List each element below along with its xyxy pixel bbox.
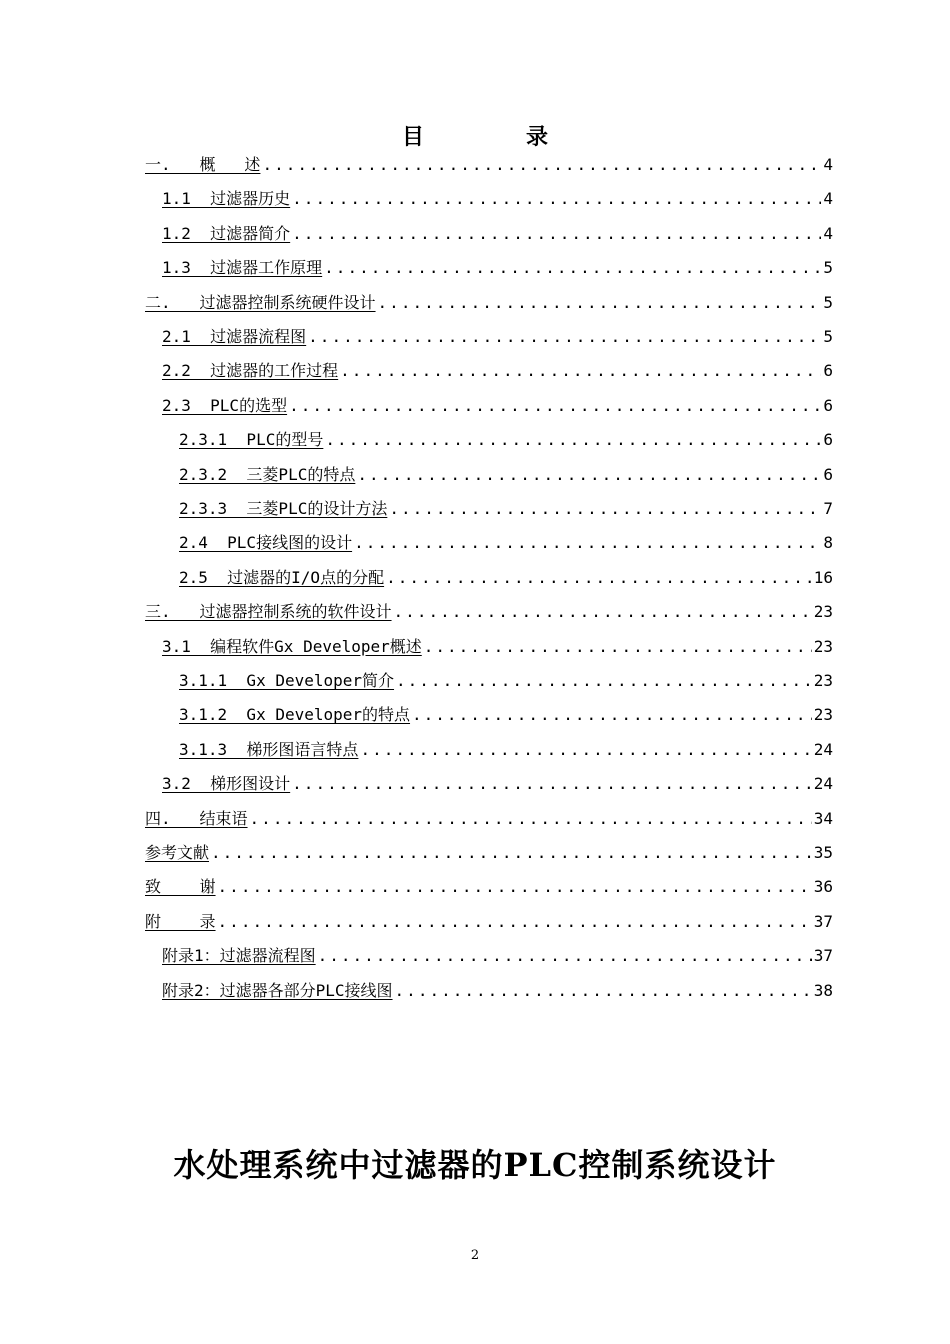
toc-leader-dots — [360, 735, 811, 765]
toc-entry[interactable] — [145, 872, 833, 902]
toc-entry-page: 35 — [813, 843, 833, 862]
toc-entry[interactable] — [162, 391, 833, 421]
toc-entry[interactable] — [162, 769, 833, 799]
toc-entry-label[interactable]: 2.3.2 三菱PLC的特点 — [179, 464, 356, 484]
toc-entry-label[interactable]: 1.2 过滤器简介 — [162, 223, 291, 243]
toc-entry-label[interactable]: 3.1.2 Gx Developer的特点 — [179, 705, 411, 725]
toc-entry-label[interactable]: 2.3.1 PLC的型号 — [179, 430, 324, 450]
toc-entry-label[interactable]: 2.1 过滤器流程图 — [162, 327, 307, 346]
toc-entry-page: 23 — [813, 636, 833, 656]
toc-entry-label[interactable]: 二. 过滤器控制系统硬件设计 — [145, 292, 376, 312]
toc-entry[interactable] — [162, 184, 833, 214]
toc-entry[interactable] — [179, 563, 833, 593]
toc-entry-label[interactable]: 2.3.3 三菱PLC的设计方法 — [179, 499, 388, 518]
toc-entry-page: 24 — [813, 774, 833, 794]
toc-leader-dots — [289, 391, 821, 421]
toc-leader-dots — [424, 632, 812, 662]
toc-leader-dots — [325, 425, 821, 455]
toc-entry-page: 4 — [823, 189, 833, 209]
toc-entry[interactable] — [162, 219, 833, 249]
toc-entry-page: 34 — [813, 808, 833, 828]
toc-entry[interactable] — [162, 322, 833, 352]
toc-entry[interactable] — [162, 632, 833, 662]
toc-leader-dots — [389, 494, 821, 524]
toc-entry-page: 6 — [823, 464, 833, 484]
toc-entry-label[interactable]: 2.5 过滤器的I/O点的分配 — [179, 567, 385, 587]
toc-entry[interactable] — [179, 460, 833, 490]
toc-entry-page: 23 — [813, 602, 833, 622]
toc-entry[interactable] — [179, 735, 833, 765]
toc-entry-label[interactable]: 1.3 过滤器工作原理 — [162, 258, 323, 278]
toc-leader-dots — [250, 804, 812, 834]
toc-entry-page: 23 — [813, 671, 833, 690]
page-number: 2 — [470, 1248, 480, 1263]
toc-leader-dots — [340, 356, 821, 386]
toc-entry[interactable] — [179, 666, 833, 696]
toc-leader-dots — [394, 597, 812, 627]
toc-entry-label[interactable]: 参考文献 — [145, 843, 210, 862]
toc-leader-dots — [211, 838, 812, 868]
toc-entry[interactable] — [162, 941, 833, 971]
toc-entry[interactable] — [179, 494, 833, 524]
toc-entry[interactable] — [162, 976, 833, 1006]
toc-entry[interactable] — [179, 528, 833, 558]
toc-entry[interactable] — [162, 253, 833, 283]
toc-leader-dots — [378, 288, 822, 318]
toc-entry-page: 6 — [823, 430, 833, 450]
toc-entry[interactable] — [145, 907, 833, 937]
toc-entry-page: 4 — [823, 223, 833, 243]
toc-entry-label[interactable]: 3.1.3 梯形图语言特点 — [179, 739, 359, 759]
toc-entry[interactable] — [162, 356, 833, 386]
document-title: 水处理系统中过滤器的PLC控制系统设计 — [173, 1146, 777, 1184]
toc-entry-label[interactable]: 2.2 过滤器的工作过程 — [162, 361, 339, 381]
toc-entry-label[interactable]: 1.1 过滤器历史 — [162, 189, 291, 209]
toc-leader-dots — [354, 528, 821, 558]
toc-entry-page: 23 — [813, 705, 833, 725]
toc-entry[interactable] — [145, 804, 833, 834]
toc-entry-page: 36 — [813, 877, 833, 897]
toc-entry[interactable] — [145, 838, 833, 868]
toc-entry-label[interactable]: 3.1.1 Gx Developer简介 — [179, 671, 395, 690]
toc-entry-label[interactable]: 附录2：过滤器各部分PLC接线图 — [162, 980, 393, 1000]
toc-leader-dots — [324, 253, 821, 283]
toc-entry-page: 8 — [823, 533, 833, 553]
toc-title: 目 录 — [401, 124, 588, 150]
toc-entry[interactable] — [145, 150, 833, 180]
toc-leader-dots — [218, 872, 812, 902]
toc-entry-page: 6 — [823, 395, 833, 415]
toc-leader-dots — [357, 460, 821, 490]
toc-entry[interactable] — [179, 700, 833, 730]
toc-entry[interactable] — [145, 288, 833, 318]
toc-entry-page: 4 — [823, 155, 833, 174]
toc-leader-dots — [318, 941, 812, 971]
toc-entry-page: 24 — [813, 739, 833, 759]
toc-leader-dots — [308, 322, 821, 352]
toc-leader-dots — [412, 700, 812, 730]
toc-leader-dots — [386, 563, 812, 593]
toc-entry-label[interactable]: 3.2 梯形图设计 — [162, 774, 291, 794]
toc-leader-dots — [395, 976, 812, 1006]
toc-entry-page: 5 — [823, 327, 833, 346]
toc-entry-page: 7 — [823, 499, 833, 518]
toc-entry-page: 5 — [823, 292, 833, 312]
toc-entry-label[interactable]: 四. 结束语 — [145, 808, 248, 828]
toc-leader-dots — [218, 907, 812, 937]
toc-entry-label[interactable]: 3.1 编程软件Gx Developer概述 — [162, 636, 422, 656]
toc-entry-label[interactable]: 附 录 — [145, 911, 216, 931]
toc-entry-page: 37 — [813, 911, 833, 931]
toc-leader-dots — [262, 150, 821, 180]
toc-entry-page: 37 — [813, 946, 833, 966]
toc-entry-page: 16 — [813, 567, 833, 587]
toc-leader-dots — [396, 666, 812, 696]
toc-entry-label[interactable]: 2.4 PLC接线图的设计 — [179, 533, 353, 553]
toc-entry[interactable] — [145, 597, 833, 627]
toc-leader-dots — [292, 769, 812, 799]
toc-entry-page: 6 — [823, 361, 833, 381]
toc-leader-dots — [292, 184, 821, 214]
toc-entry-label[interactable]: 2.3 PLC的选型 — [162, 395, 288, 415]
toc-entry-page: 38 — [813, 980, 833, 1000]
toc-entry-label[interactable]: 致 谢 — [145, 877, 216, 897]
toc-entry-label[interactable]: 三. 过滤器控制系统的软件设计 — [145, 602, 392, 622]
toc-entry[interactable] — [179, 425, 833, 455]
toc-entry-label[interactable]: 一. 概 述 — [145, 155, 261, 174]
toc-leader-dots — [292, 219, 821, 249]
toc-entry-page: 5 — [823, 258, 833, 278]
toc-entry-label[interactable]: 附录1：过滤器流程图 — [162, 946, 316, 966]
